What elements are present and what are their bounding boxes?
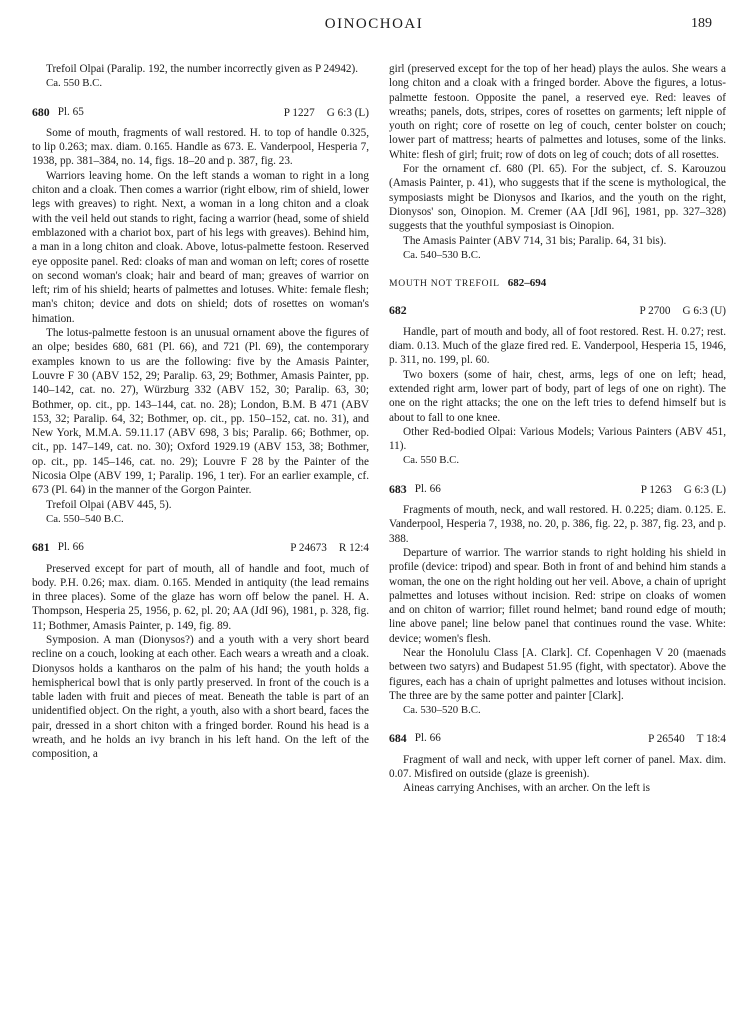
date-line: Ca. 550 B.C. [403,454,460,467]
paragraph: For the ornament cf. 680 (Pl. 65). For the subject, cf. S. Karouzou (Amasis Painter, p. 41), who suggests that if the scene is mythological, the symposiasts might be Dionysos and Ikarios, and the youth on the right, Dionysos' son, Oinopion. M. Cremer (AA [JdI 96], 1981, pp. 327–328) suggests that the youthful symposiast is Oinopion. [389,163,726,233]
entry-number: 681 [32,540,50,555]
plate-ref: Pl. 66 [57,541,84,554]
inventory-number: P 2700 [639,305,671,318]
paragraph: The lotus-palmette festoon is an unusual ornament above the figures of an olpe; besides 680, 681 (Pl. 66), and 721 (Pl. 69), the contemporary examples known to us are the following: five by the Amasis Painter, Louvre F 30 (ABV 152, 29; Paralip. 63, 29; Bothmer, Amasis Painter, pp. 140–142, cat. no. 27), Würzburg 332 (ABV 152, 30; Paralip. 63, 30; Bothmer, op. cit., pp. 143–144, cat. no. 28); London, B.M. B 471 (ABV 153, 32; Paralip. 64, 32; Bothmer, op. cit., pp. 150–152, cat. no. 31), and New York, M.M.A. 59.11.17 (ABV 698, 3 bis; Paralip. 66; Bothmer, op. cit., pp. 147–149, cat. no. 30); Oxford 1929.19 (ABV 153, 38; Bothmer, op. cit., pp. 145–146, cat. no. 29); Louvre F 28 by the Painter of the Nicosia Olpe (ABV 199, 1; Paralip. 196, 1 ter). For an earlier example, cf. 673 (Pl. 64) in the manner of the Gorgon Painter. [32,327,369,497]
paragraph: Other Red-bodied Olpai: Various Models; Various Painters (ABV 451, 11). [389,425,726,453]
section-heading [389,276,726,291]
date-line: Ca. 550 B.C. [46,77,103,90]
inventory-number: P 1263 [640,483,672,496]
plate-ref: Pl. 65 [57,105,84,118]
grid-ref: G 6:3 (L) [326,106,369,119]
catalogue-entry-header [389,303,726,318]
page-number: 189 [691,16,712,31]
plate-ref: Pl. 66 [414,732,441,745]
date-line: Ca. 550–540 B.C. [46,512,124,525]
left-column [32,62,369,762]
paragraph: Aineas carrying Anchises, with an archer. On the left is [403,782,650,795]
date-line: Ca. 530–520 B.C. [403,704,481,717]
section-label: MOUTH NOT TREFOIL [389,278,500,290]
paragraph: Near the Honolulu Class [A. Clark]. Cf. Copenhagen V 20 (maenads between two satyrs) and Budapest 51.95 (fight, with spectator). Above the figures, each has a chain of upright palmettes and lotuses without incision. The three are by the same potter and painter [Clark]. [389,646,726,702]
catalogue-entry-header [389,482,726,497]
catalogue-entry-header [389,731,726,746]
paragraph: girl (preserved except for the top of her head) plays the aulos. She wears a long chiton and a cloak with a fringed border. Above the figures, a lotus-palmette festoon. Opposite the panel, a reserved eye. Red: leaves of wreaths; panels, dots, stripes, cores of rosettes on garments; left nipple of youth on right; core of rosette on leg of couch, center bolster on couch; lower part of mattress; hearts of palmettes and lotuses, some of the links. White: flesh of girl; fruit; row of dots on leg of couch; dots of all rosettes. [389,63,726,161]
entry-number: 683 [389,481,407,496]
right-column [389,62,726,796]
paragraph: Trefoil Olpai (ABV 445, 5). [46,498,172,511]
grid-ref: T 18:4 [696,733,726,746]
paragraph: The Amasis Painter (ABV 714, 31 bis; Paralip. 64, 31 bis). [403,234,667,247]
paragraph: Some of mouth, fragments of wall restored. H. to top of handle 0.325, to lip 0.263; max. diam. 0.165. Handle as 673. E. Vanderpool, Hesperia 7, 1938, pp. 381–384, no. 14, figs. 18–20 and p. 387, fig. 23. [32,126,369,168]
paragraph: Handle, part of mouth and body, all of foot restored. Rest. H. 0.27; rest. diam. 0.13. Much of the glaze fired red. E. Vanderpool, Hesperia 15, 1946, p. 311, no. 199, pl. 60. [389,325,726,367]
paragraph: Trefoil Olpai (Paralip. 192, the number incorrectly given as P 24942). [46,63,359,75]
paragraph: Fragments of mouth, neck, and wall restored. H. 0.225; diam. 0.125. E. Vanderpool, Hesperia 7, 1938, no. 20, p. 386, fig. 22, p. 387, fig. 23, and p. 388. [389,504,726,545]
page-header [0,14,748,38]
grid-ref: G 6:3 (L) [683,483,726,496]
catalogue-entry-header [32,105,369,120]
paragraph: Fragment of wall and neck, with upper left corner of panel. Max. dim. 0.07. Misfired on outside (glaze is greenish). [389,753,726,781]
paragraph: Departure of warrior. The warrior stands to right holding his shield in profile (device: tripod) and spear. Both in front of and behind him stands a woman, the one on the right holding out her veil. Above, a chain of upright palmettes and lotuses without incision. Red: stripe on cloaks of women and on chiton of warrior; fillet round helmet; band round edge of mouth; line above panel; line below panel that continues round the vase. White: device; women's flesh. [389,546,726,645]
paragraph: Preserved except for part of mouth, all of handle and foot, much of body. P.H. 0.26; max. diam. 0.165. Mended in antiquity (the lead remains in three places). Some of the glaze has worn off below the panel. H. A. Thompson, Hesperia 25, 1956, p. 62, pl. 20; AA (JdI 96), 1981, p. 328, fig. 11; Bothmer, Amasis Painter, p. 149, fig. 89. [32,562,369,632]
inventory-number: P 1227 [283,106,315,119]
running-title: OINOCHOAI [324,16,424,32]
plate-ref: Pl. 66 [414,482,441,495]
paragraph: Warriors leaving home. On the left stands a woman to right in a long chiton and a cloak. Then comes a warrior (right elbow, rim of shield, lower legs with greaves) to right. Next, a woman in a long chiton and a cloak with the veil held out stands to right, facing a warrior (head, some of shield emblazoned with a chariot box, part of his legs with greaves). Behind him, a man in a long chiton and cloak. Above, lotus-palmette festoon. Reserved eye opposite panel. Red: cloaks of man and woman on left; cores of rosette on second woman's cloak; hair and beard of man; greaves of warrior on left; rim of his shield; hearts of palmettes and lotuses. White: female flesh; man's chiton; device and dots on shield; dots of rosettes on woman's himation. [32,169,369,325]
grid-ref: G 6:3 (U) [682,305,726,318]
section-range: 682–694 [507,277,547,290]
inventory-number: P 26540 [648,733,685,746]
entry-number: 682 [389,303,407,318]
grid-ref: R 12:4 [338,542,369,555]
catalogue-entry-header [32,540,369,555]
date-line: Ca. 540–530 B.C. [403,248,481,261]
paragraph: Two boxers (some of hair, chest, arms, legs of one on left; head, extended right arm, lower part of body, part of legs of one on right). The one on the right attacks; the one on the left tries to defend himself but is about to fall to one knee. [389,368,726,424]
inventory-number: P 24673 [290,542,327,555]
entry-number: 680 [32,104,50,119]
entry-number: 684 [389,731,407,746]
paragraph: Symposion. A man (Dionysos?) and a youth with a very short beard recline on a couch, looking at each other. Each wears a wreath and a cloak. Dionysos holds a kantharos on the palm of his hand; the youth holds a hemispherical bowl that is only partly preserved. In front of the couch is a table laden with fruit and pieces of meat. Beneath the table is part of an unidentified object. On the right, a youth, also with a short beard, faces the pair, dressed in a short chiton with a fringed border. Round his head is a wreath, and he holds an ivy branch in his left hand. On the left of the composition, a [32,633,369,761]
